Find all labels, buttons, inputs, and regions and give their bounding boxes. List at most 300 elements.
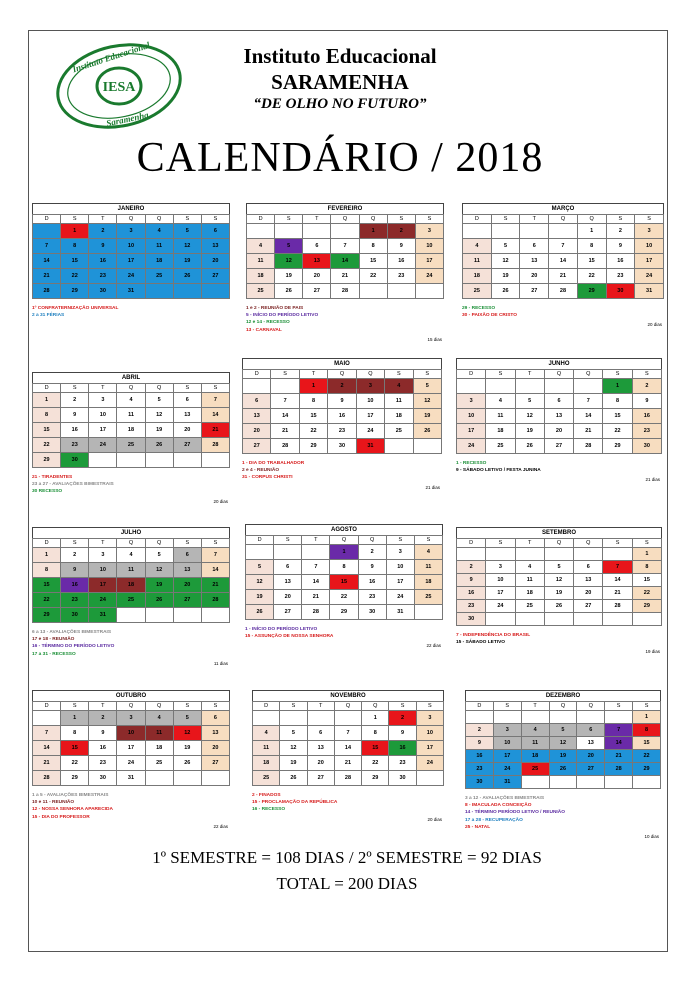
day-cell: 16 — [328, 409, 356, 424]
day-cell: 17 — [89, 578, 117, 593]
day-cell: 29 — [330, 605, 358, 620]
day-cell: 15 — [603, 409, 632, 424]
day-cell: 21 — [201, 578, 229, 593]
day-cell: 3 — [117, 711, 145, 726]
weekday-header: S — [606, 215, 635, 224]
day-cell: 5 — [173, 711, 201, 726]
day-cell: 9 — [89, 239, 117, 254]
weekday-header: S — [173, 702, 201, 711]
day-cell: 14 — [201, 408, 229, 423]
weekday-header: S — [275, 215, 303, 224]
note-line: 2 a 31 FÉRIAS — [32, 313, 65, 319]
school-days-count: 21 dias — [425, 484, 440, 490]
day-cell: 15 — [359, 254, 387, 269]
day-cell: 22 — [362, 756, 389, 771]
day-cell: 27 — [173, 593, 201, 608]
month-name: OUTUBRO — [32, 690, 230, 701]
empty-cell — [574, 548, 603, 561]
day-cell: 1 — [633, 711, 661, 724]
weekday-header: S — [201, 702, 229, 711]
day-cell: 27 — [520, 284, 549, 299]
day-cell: 27 — [303, 284, 331, 299]
day-cell: 19 — [145, 578, 173, 593]
month-outubro — [32, 690, 230, 829]
note-line: 1º CONFRATERNIZAÇÃO UNIVERSAL — [32, 306, 119, 311]
day-cell: 18 — [247, 269, 275, 284]
note-line: 2 e 4 - REUNIÃO — [242, 468, 280, 474]
empty-cell — [521, 776, 549, 789]
day-cell: 29 — [633, 763, 661, 776]
weekday-header: S — [274, 536, 302, 545]
weekday-header: T — [89, 702, 117, 711]
month-notes — [32, 305, 230, 319]
day-cell: 24 — [416, 756, 443, 771]
day-cell: 4 — [515, 561, 544, 574]
empty-cell — [359, 284, 387, 299]
empty-cell — [491, 224, 520, 239]
empty-cell — [521, 711, 549, 724]
month-notes — [456, 460, 662, 474]
weekday-header: S — [387, 215, 415, 224]
day-cell: 23 — [632, 424, 661, 439]
day-cell: 15 — [299, 409, 327, 424]
month-name: DEZEMBRO — [465, 690, 661, 701]
note-line: 30 - PAIXÃO DE CRISTO — [462, 313, 517, 319]
empty-cell — [201, 608, 229, 623]
day-cell: 10 — [117, 726, 145, 741]
weekday-header: S — [632, 370, 661, 379]
day-cell: 3 — [493, 724, 521, 737]
month-table — [465, 701, 661, 789]
day-cell: 29 — [61, 771, 89, 786]
weekday-header: Q — [145, 384, 173, 393]
day-cell: 18 — [463, 269, 492, 284]
empty-cell — [413, 439, 441, 454]
note-line: 1 - INÍCIO DO PERÍODO LETIVO — [245, 627, 318, 632]
day-cell: 10 — [486, 574, 515, 587]
day-cell: 30 — [632, 439, 661, 454]
day-cell: 8 — [603, 394, 632, 409]
day-cell: 14 — [549, 254, 578, 269]
month-notes — [456, 632, 662, 646]
day-cell: 2 — [466, 724, 494, 737]
day-cell: 26 — [173, 756, 201, 771]
day-cell: 16 — [632, 409, 661, 424]
day-cell: 19 — [413, 409, 441, 424]
day-cell: 13 — [307, 741, 334, 756]
weekday-header: T — [299, 370, 327, 379]
weekday-header: S — [415, 215, 443, 224]
day-cell: 12 — [246, 575, 274, 590]
day-cell: 1 — [33, 393, 61, 408]
day-cell: 28 — [201, 438, 229, 453]
day-cell: 23 — [89, 756, 117, 771]
month-notes — [242, 460, 442, 482]
note-line: 5 - INÍCIO DO PERÍODO LETIVO — [246, 313, 319, 319]
day-cell: 6 — [201, 224, 229, 239]
day-cell: 6 — [303, 239, 331, 254]
weekday-header: S — [61, 384, 89, 393]
weekday-header: D — [33, 539, 61, 548]
page-title: CALENDÁRIO / 2018 — [136, 135, 544, 181]
day-cell: 21 — [33, 756, 61, 771]
day-cell: 27 — [243, 439, 271, 454]
day-cell: 19 — [544, 587, 573, 600]
empty-cell — [577, 711, 605, 724]
day-cell: 20 — [201, 254, 229, 269]
day-cell: 10 — [415, 239, 443, 254]
empty-cell — [486, 379, 515, 394]
empty-cell — [145, 771, 173, 786]
day-cell: 17 — [416, 741, 443, 756]
weekday-header: S — [201, 539, 229, 548]
day-cell: 14 — [33, 254, 61, 269]
day-cell: 15 — [632, 574, 661, 587]
day-cell: 27 — [544, 439, 573, 454]
day-cell: 22 — [330, 590, 358, 605]
note-line: 7 - INDEPENDÊNCIA DO BRASIL — [456, 633, 531, 638]
empty-cell — [493, 711, 521, 724]
day-cell: 26 — [544, 600, 573, 613]
day-cell: 7 — [201, 393, 229, 408]
day-cell: 9 — [328, 394, 356, 409]
day-cell: 8 — [33, 563, 61, 578]
weekday-header: S — [491, 215, 520, 224]
day-cell: 28 — [201, 593, 229, 608]
day-cell: 3 — [117, 224, 145, 239]
month-name: NOVEMBRO — [252, 690, 444, 701]
day-cell: 31 — [493, 776, 521, 789]
day-cell: 18 — [117, 578, 145, 593]
day-cell: 6 — [201, 711, 229, 726]
day-cell: 4 — [486, 394, 515, 409]
day-cell: 18 — [145, 741, 173, 756]
empty-cell — [415, 284, 443, 299]
month-notes — [465, 795, 661, 831]
day-cell: 23 — [328, 424, 356, 439]
day-cell: 1 — [33, 548, 61, 563]
weekday-header: S — [385, 370, 413, 379]
weekday-header: S — [271, 370, 299, 379]
day-cell: 7 — [574, 394, 603, 409]
day-cell: 5 — [173, 224, 201, 239]
day-cell: 31 — [117, 771, 145, 786]
school-days-count: 15 dias — [427, 336, 442, 342]
day-cell: 8 — [632, 561, 661, 574]
day-cell: 23 — [466, 763, 494, 776]
weekday-header: Q — [574, 539, 603, 548]
day-cell: 30 — [606, 284, 635, 299]
day-cell: 14 — [605, 737, 633, 750]
day-cell: 11 — [463, 254, 492, 269]
day-cell: 8 — [33, 408, 61, 423]
day-cell: 13 — [173, 408, 201, 423]
day-cell: 10 — [89, 408, 117, 423]
semester-summary: 1º SEMESTRE = 108 DIAS / 2º SEMESTRE = 92 DIAS — [152, 848, 542, 867]
day-cell: 25 — [117, 438, 145, 453]
day-cell: 24 — [89, 593, 117, 608]
weekday-header: S — [486, 370, 515, 379]
day-cell: 31 — [356, 439, 384, 454]
empty-cell — [544, 379, 573, 394]
empty-cell — [201, 771, 229, 786]
weekday-header: S — [61, 215, 89, 224]
day-cell: 7 — [33, 726, 61, 741]
weekday-header: T — [89, 539, 117, 548]
empty-cell — [246, 545, 274, 560]
day-cell: 25 — [414, 590, 442, 605]
day-cell: 28 — [334, 771, 361, 786]
weekday-header: S — [173, 215, 201, 224]
day-cell: 20 — [201, 741, 229, 756]
day-cell: 3 — [89, 548, 117, 563]
weekday-header: S — [280, 702, 307, 711]
day-cell: 5 — [549, 724, 577, 737]
day-cell: 4 — [521, 724, 549, 737]
empty-cell — [549, 776, 577, 789]
day-cell: 7 — [334, 726, 361, 741]
weekday-header: Q — [328, 370, 356, 379]
school-days-count: 10 dias — [644, 834, 659, 840]
day-cell: 9 — [89, 726, 117, 741]
day-cell: 29 — [299, 439, 327, 454]
day-cell: 5 — [145, 393, 173, 408]
school-days-count: 21 dias — [645, 477, 660, 483]
month-notes — [252, 792, 444, 814]
day-cell: 29 — [362, 771, 389, 786]
note-line: 13 - CARNAVAL — [246, 327, 282, 333]
day-cell: 1 — [577, 224, 606, 239]
day-cell: 12 — [544, 574, 573, 587]
day-cell: 12 — [549, 737, 577, 750]
weekday-header: Q — [334, 702, 361, 711]
day-cell: 2 — [632, 379, 661, 394]
day-cell: 21 — [331, 269, 359, 284]
weekday-header: D — [253, 702, 280, 711]
day-cell: 21 — [271, 424, 299, 439]
weekday-header: Q — [117, 539, 145, 548]
day-cell: 22 — [577, 269, 606, 284]
month-table — [245, 535, 443, 620]
day-cell: 11 — [117, 563, 145, 578]
month-table — [246, 214, 444, 299]
day-cell: 25 — [515, 600, 544, 613]
day-cell: 14 — [334, 741, 361, 756]
day-cell: 21 — [302, 590, 330, 605]
note-line: 30 RECESSO — [32, 489, 63, 495]
day-cell: 29 — [577, 284, 606, 299]
weekday-header: S — [416, 702, 443, 711]
weekday-header: S — [414, 536, 442, 545]
month-name: MARÇO — [462, 203, 664, 214]
empty-cell — [544, 548, 573, 561]
day-cell: 24 — [117, 756, 145, 771]
day-cell: 27 — [307, 771, 334, 786]
empty-cell — [274, 545, 302, 560]
weekday-header: T — [89, 215, 117, 224]
note-line: 1 e 2 - REUNIÃO DE PAIS — [246, 306, 304, 311]
day-cell: 3 — [89, 393, 117, 408]
day-cell: 6 — [577, 724, 605, 737]
day-cell: 17 — [486, 587, 515, 600]
day-cell: 2 — [89, 711, 117, 726]
day-cell: 23 — [61, 593, 89, 608]
empty-cell — [515, 613, 544, 626]
day-cell: 28 — [605, 763, 633, 776]
day-cell: 15 — [362, 741, 389, 756]
day-cell: 16 — [457, 587, 486, 600]
day-cell: 26 — [145, 593, 173, 608]
day-cell: 3 — [386, 545, 414, 560]
day-cell: 20 — [274, 590, 302, 605]
note-line: 29 - RECESSO — [462, 306, 496, 311]
weekday-header: T — [302, 536, 330, 545]
empty-cell — [520, 224, 549, 239]
day-cell: 9 — [389, 726, 416, 741]
empty-cell — [173, 771, 201, 786]
day-cell: 29 — [61, 284, 89, 299]
day-cell: 5 — [544, 561, 573, 574]
day-cell: 18 — [385, 409, 413, 424]
day-cell: 25 — [117, 593, 145, 608]
weekday-header: S — [173, 539, 201, 548]
day-cell: 25 — [145, 756, 173, 771]
note-line: 15 - ASSUNÇÃO DE NOSSA SENHORA — [245, 634, 334, 640]
month-novembro — [252, 690, 444, 822]
day-cell: 30 — [61, 608, 89, 623]
day-cell: 13 — [201, 239, 229, 254]
weekday-header: S — [201, 215, 229, 224]
empty-cell — [303, 224, 331, 239]
day-cell: 9 — [466, 737, 494, 750]
weekday-header: D — [33, 215, 61, 224]
day-cell: 11 — [247, 254, 275, 269]
day-cell: 8 — [330, 560, 358, 575]
month-junho — [456, 358, 662, 483]
empty-cell — [457, 548, 486, 561]
day-cell: 22 — [632, 587, 661, 600]
month-name: SETEMBRO — [456, 527, 662, 538]
weekday-header: S — [635, 215, 664, 224]
day-cell: 28 — [33, 771, 61, 786]
day-cell: 14 — [271, 409, 299, 424]
day-cell: 4 — [247, 239, 275, 254]
empty-cell — [275, 224, 303, 239]
day-cell: 6 — [243, 394, 271, 409]
month-março — [462, 203, 664, 328]
weekday-header: Q — [331, 215, 359, 224]
day-cell: 5 — [413, 379, 441, 394]
day-cell: 30 — [61, 453, 89, 468]
day-cell: 9 — [606, 239, 635, 254]
day-cell: 9 — [457, 574, 486, 587]
logo-center-text: IESA — [102, 80, 136, 95]
day-cell: 18 — [414, 575, 442, 590]
day-cell: 2 — [387, 224, 415, 239]
day-cell: 14 — [302, 575, 330, 590]
day-cell: 24 — [415, 269, 443, 284]
day-cell: 21 — [33, 269, 61, 284]
day-cell: 28 — [603, 600, 632, 613]
day-cell: 8 — [61, 239, 89, 254]
day-cell: 20 — [544, 424, 573, 439]
weekday-header: T — [521, 702, 549, 711]
month-maio — [242, 358, 442, 490]
day-cell: 26 — [413, 424, 441, 439]
weekday-header: T — [515, 539, 544, 548]
empty-cell — [414, 605, 442, 620]
day-cell: 10 — [89, 563, 117, 578]
month-fevereiro — [246, 203, 444, 342]
weekday-header: Q — [117, 702, 145, 711]
day-cell: 24 — [493, 763, 521, 776]
day-cell: 25 — [521, 763, 549, 776]
empty-cell — [515, 548, 544, 561]
day-cell: 24 — [356, 424, 384, 439]
empty-cell — [173, 453, 201, 468]
day-cell: 6 — [544, 394, 573, 409]
school-name: Instituto Educacional — [243, 44, 437, 68]
day-cell: 30 — [457, 613, 486, 626]
note-line: 14 - TÉRMINO PERÍODO LETIVO / REUNIÃO — [465, 810, 565, 816]
day-cell: 20 — [243, 424, 271, 439]
school-days-count: 19 dias — [645, 649, 660, 655]
empty-cell — [33, 224, 61, 239]
day-cell: 29 — [33, 608, 61, 623]
day-cell: 5 — [515, 394, 544, 409]
day-cell: 7 — [302, 560, 330, 575]
school-days-count: 11 dias — [213, 660, 228, 666]
day-cell: 22 — [299, 424, 327, 439]
day-cell: 21 — [334, 756, 361, 771]
day-cell: 7 — [605, 724, 633, 737]
day-cell: 24 — [386, 590, 414, 605]
day-cell: 9 — [61, 408, 89, 423]
school-motto: “DE OLHO NO FUTURO” — [253, 96, 427, 112]
day-cell: 23 — [89, 269, 117, 284]
month-notes — [245, 626, 443, 640]
day-cell: 24 — [89, 438, 117, 453]
day-cell: 27 — [577, 763, 605, 776]
day-cell: 5 — [280, 726, 307, 741]
day-cell: 12 — [173, 239, 201, 254]
day-cell: 15 — [33, 423, 61, 438]
month-name: JANEIRO — [32, 203, 230, 214]
weekday-header: Q — [356, 370, 384, 379]
day-cell: 26 — [491, 284, 520, 299]
weekday-header: Q — [549, 215, 578, 224]
day-cell: 1 — [330, 545, 358, 560]
empty-cell — [605, 711, 633, 724]
day-cell: 7 — [549, 239, 578, 254]
empty-cell — [253, 711, 280, 726]
note-line: 16 - TÉRMINO DO PERÍODO LETIVO — [32, 644, 115, 650]
day-cell: 4 — [463, 239, 492, 254]
empty-cell — [605, 776, 633, 789]
day-cell: 11 — [414, 560, 442, 575]
month-notes — [32, 629, 230, 658]
day-cell: 18 — [486, 424, 515, 439]
day-cell: 19 — [173, 254, 201, 269]
day-cell: 29 — [33, 453, 61, 468]
day-cell: 5 — [246, 560, 274, 575]
day-cell: 10 — [117, 239, 145, 254]
empty-cell — [145, 453, 173, 468]
empty-cell — [466, 711, 494, 724]
empty-cell — [486, 613, 515, 626]
day-cell: 1 — [362, 711, 389, 726]
day-cell: 13 — [544, 409, 573, 424]
